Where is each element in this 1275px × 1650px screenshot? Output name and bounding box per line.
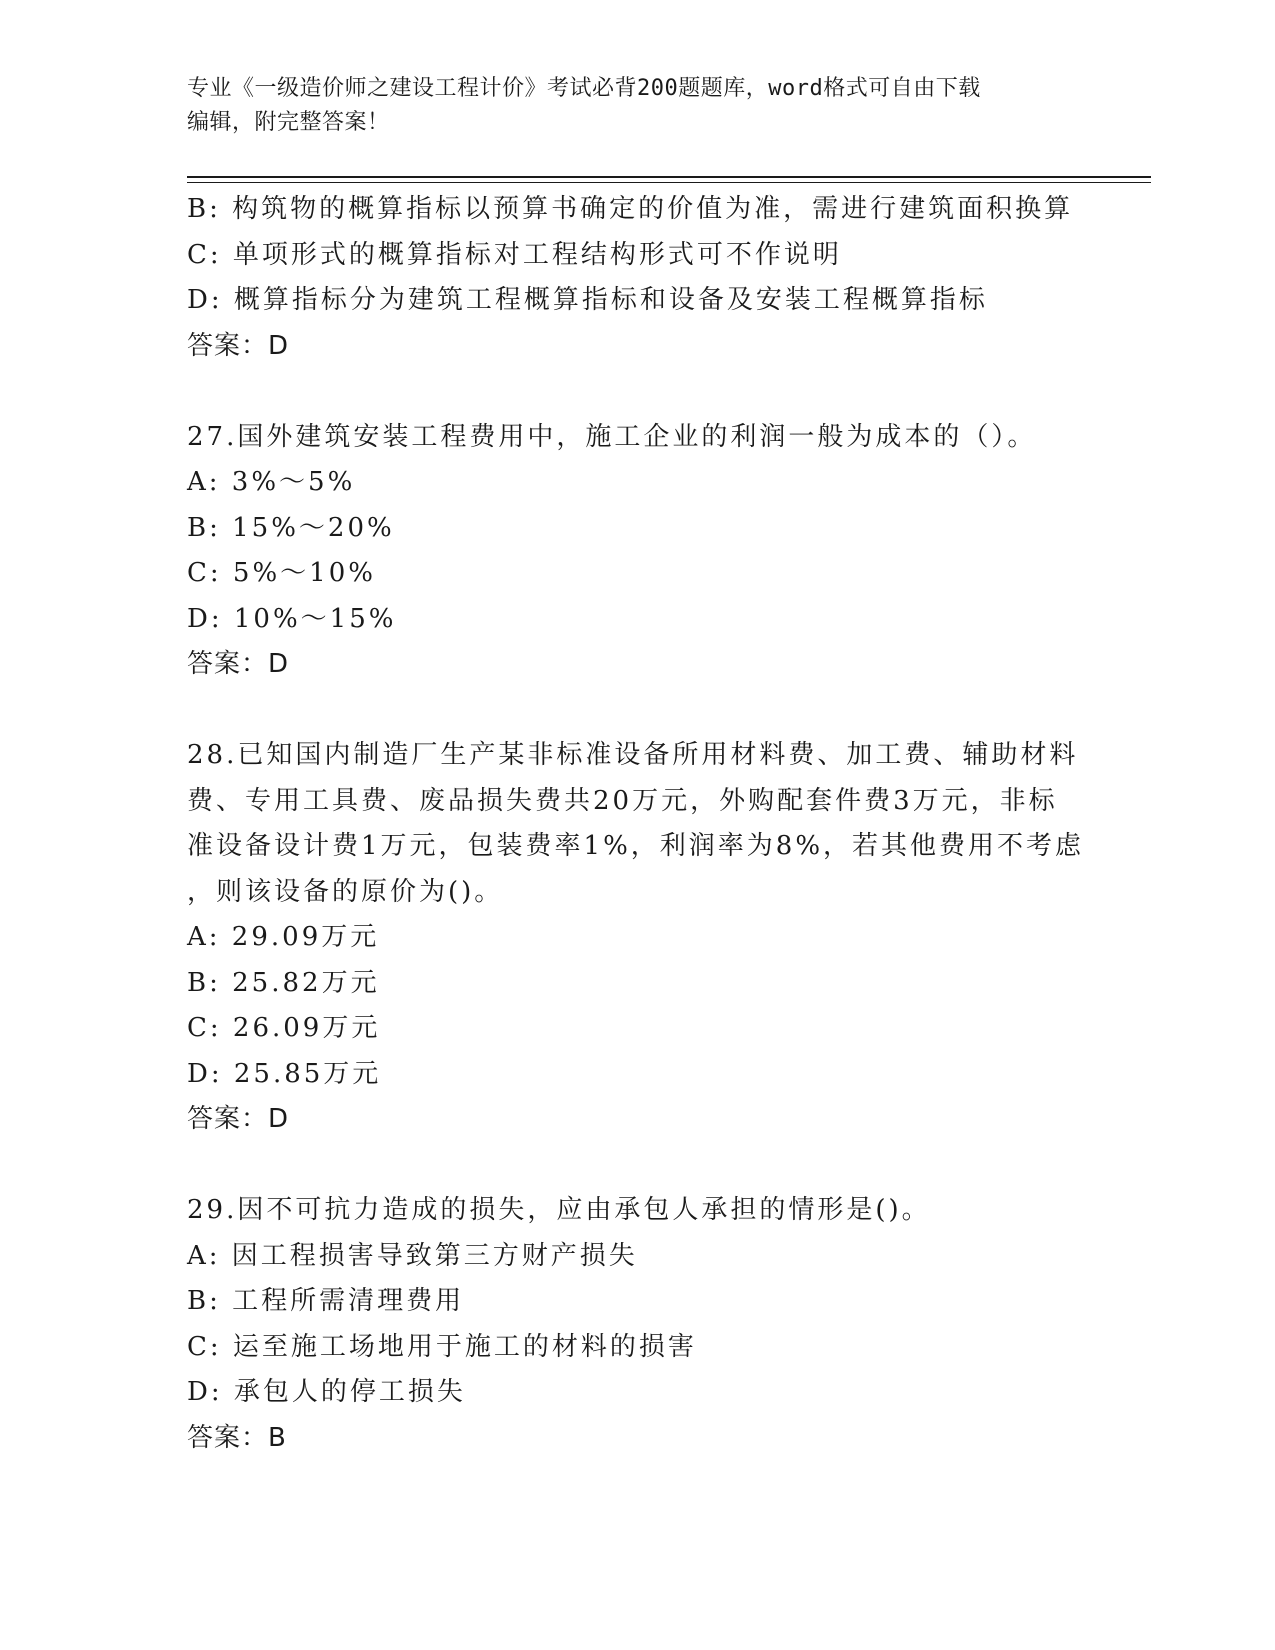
answer-text: 答案：B — [187, 1422, 287, 1453]
document-header — [187, 72, 1087, 140]
option-a: A: 因工程损害导致第三方财产损失 — [187, 1240, 638, 1271]
option-a: A: 3%～5% — [187, 467, 356, 497]
option-b: B: 25.82万元 — [187, 967, 380, 998]
option-d: D: 25.85万元 — [187, 1058, 382, 1089]
question-stem-line-4: ，则该设备的原价为()。 — [187, 876, 504, 907]
option-c: C: 26.09万元 — [187, 1013, 381, 1043]
option-b: B: 构筑物的概算指标以预算书确定的价值为准，需进行建筑面积换算 — [187, 194, 1074, 224]
option-d: D: 10%～15% — [187, 603, 397, 634]
option-a: A: 29.09万元 — [187, 922, 380, 952]
answer-text: 答案：D — [187, 649, 290, 679]
question-26-continued — [187, 187, 1087, 369]
option-c: C: 单项形式的概算指标对工程结构形式可不作说明 — [187, 239, 842, 270]
option-c: C: 5%～10% — [187, 558, 376, 588]
question-list — [187, 187, 1087, 1461]
header-divider-thin — [187, 182, 1151, 183]
spacer — [187, 1143, 1087, 1189]
question-stem-line-1: 28.已知国内制造厂生产某非标准设备所用材料费、加工费、辅助材料 — [187, 740, 1079, 770]
spacer — [187, 369, 1087, 415]
question-28 — [187, 733, 1087, 1143]
option-d: D: 承包人的停工损失 — [187, 1377, 466, 1407]
answer-text: 答案：D — [187, 1104, 290, 1134]
answer-text: 答案：D — [187, 330, 290, 361]
question-stem-line-2: 费、专用工具费、废品损失费共20万元，外购配套件费3万元，非标 — [187, 785, 1058, 816]
question-stem: 27.国外建筑安装工程费用中，施工企业的利润一般为成本的（）。 — [187, 421, 1037, 452]
option-c: C: 运至施工场地用于施工的材料的损害 — [187, 1331, 697, 1362]
question-27 — [187, 415, 1087, 688]
question-stem-line-3: 准设备设计费1万元，包装费率1%，利润率为8%，若其他费用不考虑 — [187, 831, 1085, 861]
option-b: B: 工程所需清理费用 — [187, 1286, 465, 1316]
question-stem: 29.因不可抗力造成的损失，应由承包人承担的情形是()。 — [187, 1195, 931, 1225]
header-divider — [187, 176, 1151, 178]
option-b: B: 15%～20% — [187, 512, 395, 543]
option-d: D: 概算指标分为建筑工程概算指标和设备及安装工程概算指标 — [187, 285, 988, 315]
header-title-line-1: 专业《一级造价师之建设工程计价》考试必背200题题库，word格式可自由下载 — [187, 76, 981, 101]
spacer — [187, 688, 1087, 734]
header-title-line-2: 编辑，附完整答案！ — [187, 110, 390, 135]
question-29 — [187, 1188, 1087, 1461]
